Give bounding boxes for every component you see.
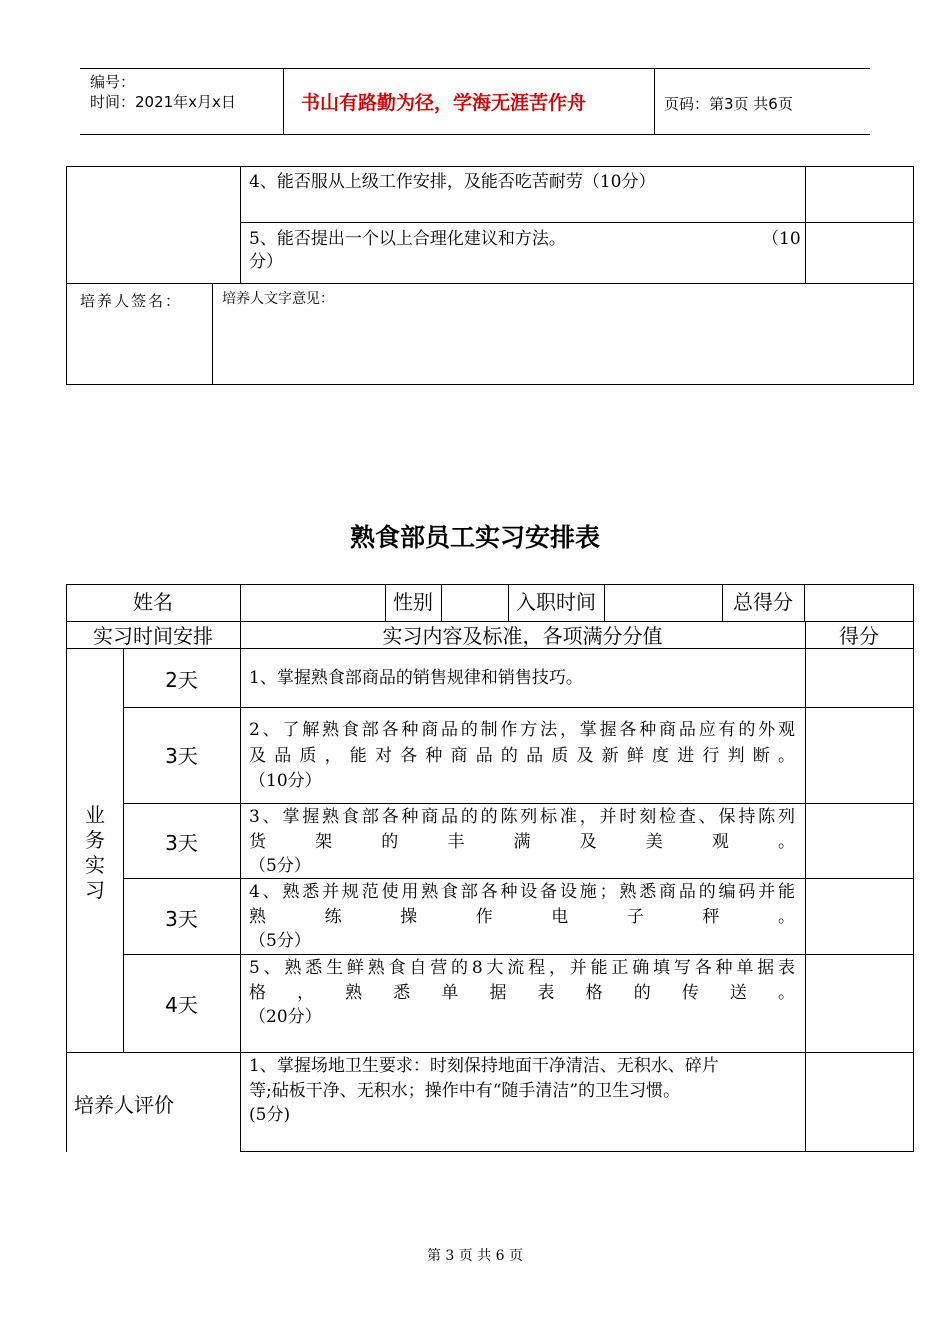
page-footer: 第 3 页 共 6 页 <box>426 1248 524 1264</box>
eval-item-5-score-close: 分） <box>249 252 283 272</box>
motto: 书山有路勤为径，学海无涯苦作舟 <box>301 92 587 114</box>
eval-item-5: 5、能否提出一个以上合理化建议和方法。 <box>249 229 566 249</box>
total-score-label: 总得分 <box>733 590 793 614</box>
col-schedule: 实习时间安排 <box>93 624 213 648</box>
row-content-line: 4、熟悉并规范使用熟食部各种设备设施；熟悉商品的编码并能 <box>249 882 795 902</box>
row-content-line: （5分） <box>249 856 311 876</box>
row-content-line: （10分） <box>249 771 322 791</box>
row-days: 3天 <box>165 907 198 931</box>
eval-item-4: 4、能否服从上级工作安排，及能否吃苦耐劳（10分） <box>249 172 656 192</box>
row-content-line: 及品质，能对各种商品的品质及新鲜度进行判断。 <box>249 746 795 766</box>
col-score: 得分 <box>839 624 879 648</box>
row-days: 3天 <box>165 831 198 855</box>
row-content-line: 熟练操作电子秤。 <box>249 907 795 927</box>
trainer-eval-line: (5分) <box>249 1105 291 1125</box>
signature-label: 培养人签名： <box>80 292 183 310</box>
row-content-line: 3、掌握熟食部各种商品的的陈列标准，并时刻检查、保持陈列 <box>249 807 795 827</box>
row-days: 2天 <box>165 668 198 692</box>
row-content-line: （20分） <box>249 1007 322 1027</box>
name-label: 姓名 <box>133 590 173 614</box>
row-content-line: 货架的丰满及美观。 <box>249 832 795 852</box>
trainer-eval-line: 等;砧板干净、无积水；操作中有“随手清洁”的卫生习惯。 <box>249 1081 681 1101</box>
trainer-eval-label: 培养人评价 <box>74 1093 174 1117</box>
section-business: 业务实习 <box>85 803 105 902</box>
row-content-line: （5分） <box>249 931 311 951</box>
row-days: 3天 <box>165 744 198 768</box>
eval-item-5-score-open: （10 <box>762 229 801 249</box>
row-content-line: 5、熟悉生鲜熟食自营的8大流程，并能正确填写各种单据表 <box>249 958 795 978</box>
row-content-line: 2、了解熟食部各种商品的制作方法，掌握各种商品应有的外观 <box>249 720 795 740</box>
serial-label: 编号： <box>90 73 136 91</box>
row-content-line: 格，熟悉单据表格的传送。 <box>249 983 795 1003</box>
row-days: 4天 <box>165 993 198 1017</box>
trainer-eval-line: 1、掌握场地卫生要求：时刻保持地面干净清洁、无积水、碎片 <box>249 1056 719 1076</box>
hire-date-label: 入职时间 <box>516 590 596 614</box>
col-content: 实习内容及标准，各项满分分值 <box>382 624 663 648</box>
gender-label: 性别 <box>393 590 433 614</box>
time-label: 时间：2021年x月x日 <box>90 93 236 111</box>
page-label: 页码：第3页 共6页 <box>664 95 793 113</box>
opinion-label: 培养人文字意见： <box>222 291 334 307</box>
row-content-line: 1、掌握熟食部商品的销售规律和销售技巧。 <box>249 668 583 688</box>
plan-title: 熟食部员工实习安排表 <box>349 523 600 552</box>
